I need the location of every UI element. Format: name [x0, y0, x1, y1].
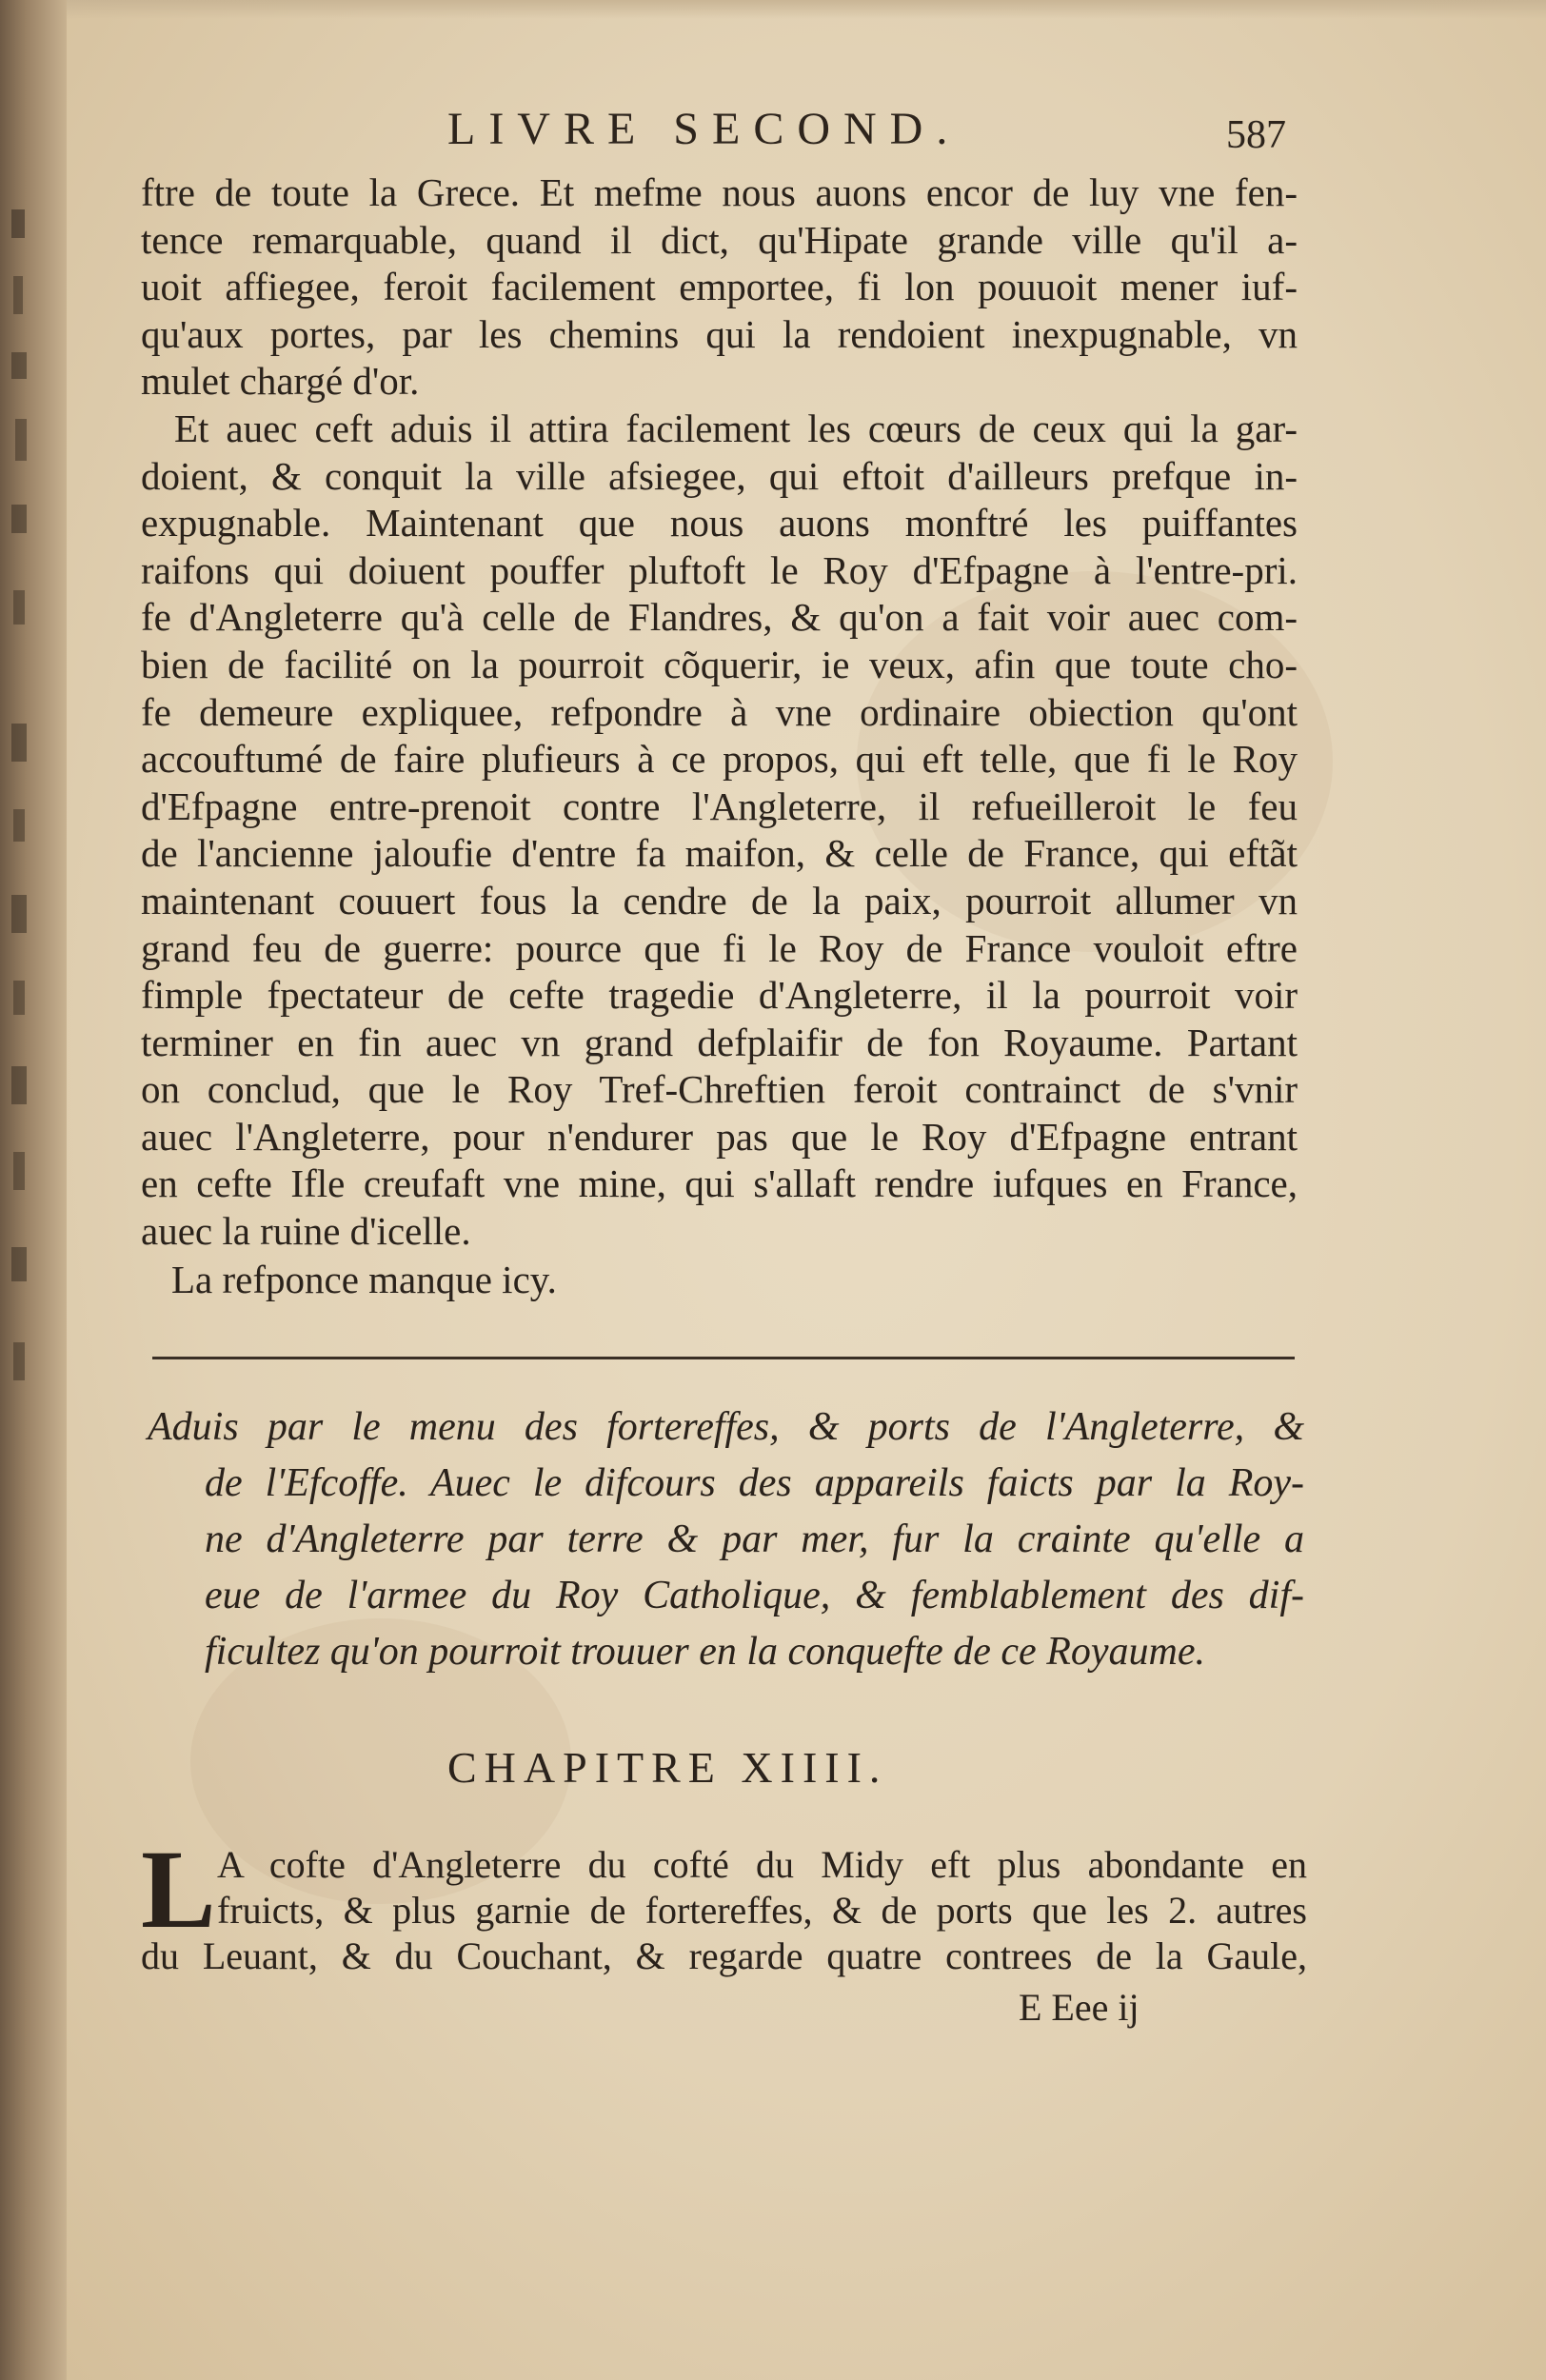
text-line: en cefte Ifle creufaft vne mine, qui s'allaft rendre iufques en France,	[141, 1161, 1298, 1206]
section-divider	[152, 1357, 1295, 1359]
text-line: mulet chargé d'or.	[141, 359, 420, 404]
text-line: terminer en fin auec vn grand defplaifir de fon Royaume. Partant	[141, 1020, 1298, 1064]
text-line: grand feu de guerre: pource que fi le Roy de France vouloit eftre	[141, 925, 1298, 970]
text-line: ftre de toute la Grece. Et mefme nous auons encor de luy vne fen-	[141, 170, 1298, 214]
summary-line: Aduis par le menu des fortereffes, & ports de l'Angleterre, &	[148, 1405, 1304, 1449]
response-note: La refponce manque icy.	[171, 1258, 557, 1301]
drop-cap: L	[141, 1827, 216, 1952]
text-line: fe demeure expliquee, refpondre à vne ordinaire obiection qu'ont	[141, 689, 1298, 734]
chapter-title: CHAPITRE XIIII.	[447, 1743, 888, 1792]
text-line: d'Efpagne entre-prenoit contre l'Angleterre, il refueilleroit le feu	[141, 783, 1298, 828]
text-line: de l'ancienne jaloufie d'entre fa maifon, & celle de France, qui eftãt	[141, 831, 1298, 876]
text-line: doient, & conquit la ville afsiegee, qui eftoit d'ailleurs prefque in-	[141, 453, 1298, 498]
chapter-body	[141, 1827, 1307, 1979]
chapter-line: A cofte d'Angleterre du cofté du Midy eft plus abondante en	[217, 1843, 1307, 1886]
text-line: auec l'Angleterre, pour n'endurer pas que le Roy d'Efpagne entrant	[141, 1114, 1298, 1159]
chapter-line: fruicts, & plus garnie de fortereffes, & de ports que les 2. autres	[217, 1889, 1307, 1932]
text-line: uoit affiegee, feroit facilement emportee, fi lon pouuoit mener iuf-	[141, 265, 1298, 309]
chapter-line: du Leuant, & du Couchant, & regarde quatre contrees de la Gaule,	[141, 1934, 1307, 1977]
page-top-edge	[67, 0, 1546, 19]
text-line: auec la ruine d'icelle.	[141, 1209, 471, 1254]
page-number: 587	[1226, 113, 1286, 157]
text-line: raifons qui doiuent pouffer pluftoft le Roy d'Efpagne à l'entre-pri.	[141, 547, 1298, 592]
text-line: qu'aux portes, par les chemins qui la rendoient inexpugnable, vn	[141, 311, 1298, 356]
text-line: maintenant couuert fous la cendre de la paix, pourroit allumer vn	[141, 878, 1298, 922]
text-line: fe d'Angleterre qu'à celle de Flandres, & qu'on a fait voir auec com-	[141, 595, 1298, 640]
text-line: expugnable. Maintenant que nous auons monftré les puiffantes	[141, 501, 1298, 545]
chapter-summary	[148, 1399, 1304, 1680]
page-gutter	[0, 0, 67, 2380]
summary-line: eue de l'armee du Roy Catholique, & femblablement des dif-	[205, 1574, 1304, 1617]
running-head: LIVRE SECOND.	[447, 104, 961, 154]
summary-line: ficultez qu'on pourroit trouuer en la conquefte de ce Royaume.	[205, 1630, 1205, 1674]
summary-line: de l'Efcoffe. Auec le difcours des appareils faicts par la Roy-	[205, 1461, 1304, 1505]
text-line: fimple fpectateur de cefte tragedie d'Angleterre, il la pourroit voir	[141, 973, 1298, 1018]
body-text	[141, 169, 1298, 1256]
gutter-bleed-marks	[8, 190, 46, 1618]
text-line: bien de facilité on la pourroit cõquerir, ie veux, afin que toute cho-	[141, 642, 1298, 686]
text-line: on conclud, que le Roy Tref-Chreftien feroit contrainct de s'vnir	[141, 1067, 1298, 1112]
text-line: tence remarquable, quand il dict, qu'Hipate grande ville qu'il a-	[141, 217, 1298, 262]
text-line: accouftumé de faire plufieurs à ce propos, qui eft telle, que fi le Roy	[141, 737, 1298, 782]
text-line: Et auec ceft aduis il attira facilement les cœurs de ceux qui la gar-	[174, 406, 1298, 450]
summary-line: ne d'Angleterre par terre & par mer, fur la crainte qu'elle a	[205, 1517, 1304, 1561]
signature-mark: E Eee ij	[1019, 1986, 1140, 2029]
